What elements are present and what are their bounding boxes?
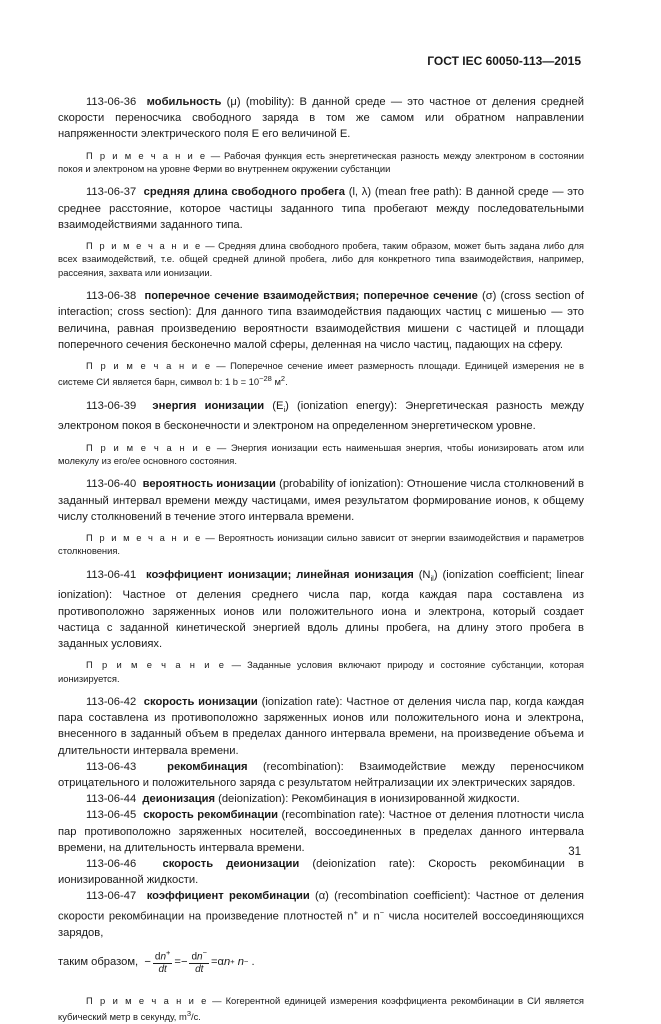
entry-113-06-45: 113-06-45 скорость рекомбинации (recombination rate): Частное от деления плотности числа пар противоположно заряженных носителей, воссоединенных в пределах данного интервала времени, на длительность интервала времени. [58,809,585,854]
entry-113-06-37: 113-06-37 средняя длина свободного пробега (l, λ) (mean free path): В данной среде — это среднее расстояние, которое частицы заданного типа пробегают между последовательными взаимодействиями заданного типа. [58,186,584,231]
term: вероятность ионизации [142,478,276,491]
term: рекомбинация [167,760,248,773]
term: средняя длина свободного пробега [143,186,345,199]
term: скорость рекомбинации [143,809,279,822]
entry-113-06-38: 113-06-38 поперечное сечение взаимодействия; поперечное сечение (σ) (cross section of interaction; cross section): Для данного типа взаимодействия падающих частиц с мишенью — это величина, равная произведению вероятности взаимодействия мишени с частицей и площади поперечного сечения бесконечно малой сферы, деленная на число частиц, падающих на сферу. [58,290,584,351]
term: поперечное сечение взаимодействия; поперечное сечение [144,290,478,303]
term: деионизация [142,793,215,806]
entry-113-06-46: 113-06-46 скорость деионизации (deionization rate): Скорость рекомбинации в ионизированной жидкости. [58,857,584,887]
term: коэффициент рекомбинации [146,890,310,903]
entry-113-06-44: 113-06-44 деионизация (deionization): Рекомбинация в ионизированной жидкости. [86,793,520,806]
entry-113-06-47: 113-06-47 коэффициент рекомбинации (α) (recombination coefficient): Частное от деления скорости рекомбинации на произведение плотностей n+ и n− числа носителей воссоединяющихся зарядов, [58,890,584,939]
entry-113-06-42: 113-06-42 скорость ионизации (ionization rate): Частное от деления числа пар, когда каждая пара составлена из противоположно заряженных ионов или положительного иона и электрона, внесенного в заданный объем в пределах данного интервала времени, на произведение объема и длительности интервала времени. [58,695,585,757]
term: скорость ионизации [143,695,258,708]
standard-header: ГОСТ IEC 60050-113—2015 [427,54,581,68]
entry-113-06-41: 113-06-41 коэффициент ионизации; линейная ионизация $(N_{il})$ (ionization coefficient; linear ionization): Частное от деления среднего числа пар, когда каждая пара составлена из противоположно заряженных ионов или положительного иона и электрона, который создает частица с заданной кинетической энергией вдоль длины пробега, на длину этого пробега в заданных условиях. [58,568,585,650]
entry-113-06-39: 113-06-39 энергия ионизации $(E_i)$ (ionization energy): Энергетическая разность между электроном покоя в бесконечности и электроном на определенном энергетическом уровне. [58,400,585,433]
note: П р и м е ч а н и е — Средняя длина свободного пробега, таким образом, может быть задана либо для всех взаимодействий, т.е. общей средней длиной пробега, либо для конкретного типа взаимодействия, например, рассеяния, захвата или ионизации. [58,240,585,278]
recombination-formula: таким образом, − $\frac{dn^+}{dt}$ =− $\frac{dn^-}{dt}$ =α n + n − . [58,948,255,976]
note: П р и м е ч а н и е — Рабочая функция есть энергетическая разность между электроном в состоянии покоя и электроном на уровне Ферми во внутреннем окружении субстанции [58,149,584,175]
entry-113-06-40: 113-06-40 вероятность ионизации (probability of ionization): Отношение числа столкновений в заданный интервал времени между частицами, имея результатом формирование ионов, к общему числу столкновений в течение этого интервала времени. [58,478,584,523]
term: мобильность [146,96,222,108]
term: коэффициент ионизации; линейная ионизация [146,568,414,581]
term: энергия ионизации [152,400,265,412]
term: скорость деионизации [162,857,300,870]
document-body [58,94,584,1024]
note: П р и м е ч а н и е — Когерентной единицей измерения коэффициента рекомбинации в СИ является кубический метр в секунду, $m^3/с$. [58,994,585,1023]
note: П р и м е ч а н и е — Заданные условия включают природу и состояние субстанции, которая ионизируется. [58,659,584,684]
note: П р и м е ч а н и е — Энергия ионизации есть наименьшая энергия, чтобы ионизировать атом или молекулу из его/ее основного состояния. [58,441,584,467]
note: П р и м е ч а н и е — Поперечное сечение имеет размерность площади. Единицей измерения не в системе СИ является барн, символ b: 1 $b = 10^{-28}$ $м^2$. [58,360,585,388]
page-number: 31 [568,846,581,858]
entry-113-06-36: 113-06-36 мобильность (μ) (mobility): В данной среде — это частное от деления средней скорости переносчика свободного заряда в том же самом или обратном направлении напряженности электрического поля E его величиной E. [58,96,584,141]
entry-113-06-43: 113-06-43 рекомбинация (recombination): Взаимодействие между переносчиком отрицательного и положительного заряда с результатом нейтрализации их электрических зарядов. [58,760,585,789]
note: П р и м е ч а н и е — Вероятность ионизации сильно зависит от энергии взаимодействия и параметров столкновения. [58,532,584,557]
